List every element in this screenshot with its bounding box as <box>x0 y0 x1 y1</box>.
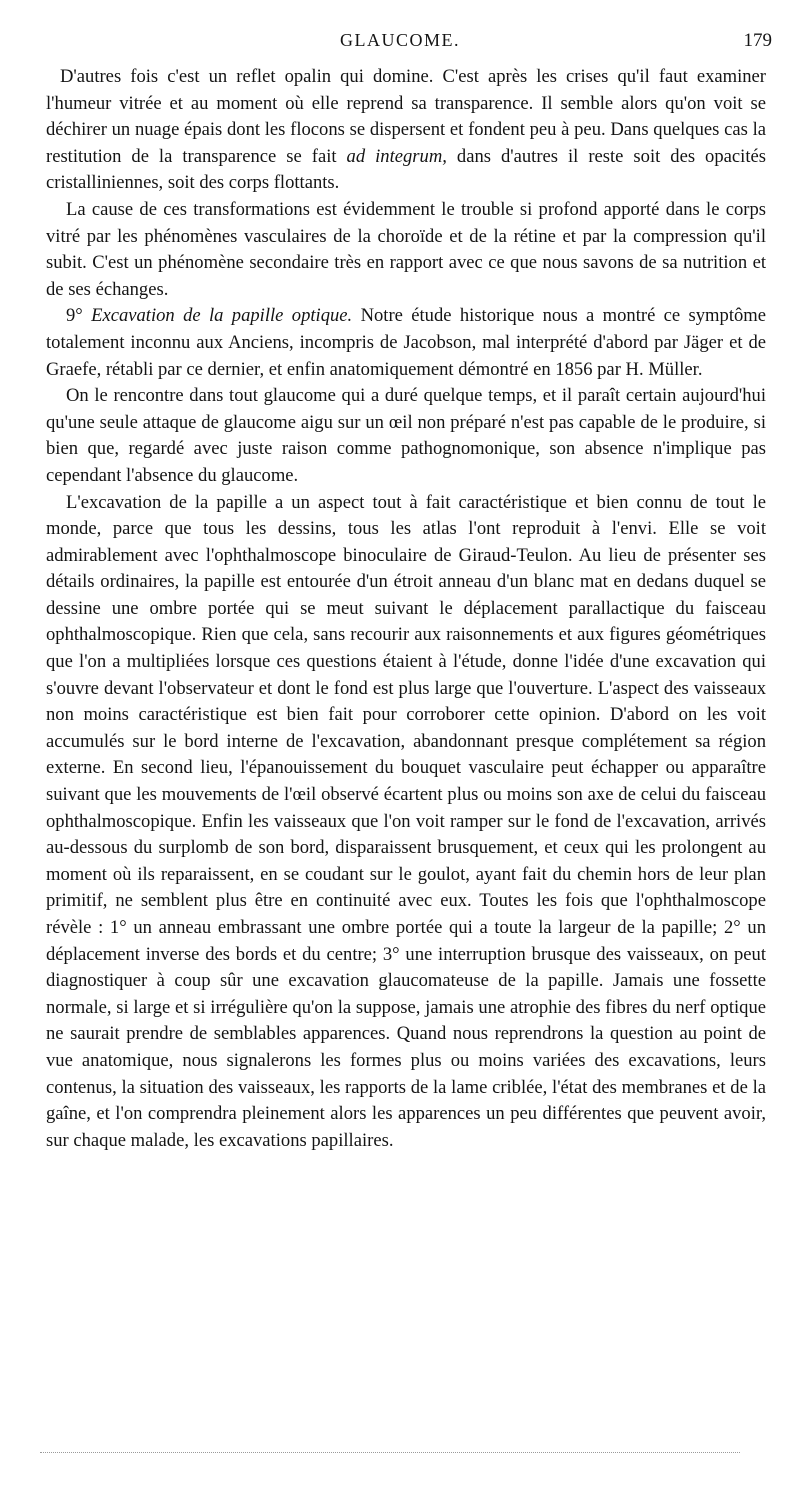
paragraph-1-end: dans d'autres il reste soit des opacités cristalliniennes, soit des corps flottants. <box>46 145 766 194</box>
section-number: 9° <box>66 305 83 327</box>
paragraph-1 <box>46 64 766 197</box>
section-heading: Excavation de la papille optique. <box>91 305 353 327</box>
page-header <box>0 30 800 56</box>
footer-rule <box>40 1452 740 1453</box>
page-number: 179 <box>743 30 772 51</box>
paragraph-3-text: Notre étude historique nous a montré ce symptôme totalement inconnu aux Anciens, incompris de Jacobson, mal interprété d'abord par Jäger et de Graefe, rétabli par ce dernier, et enfin anatomiquement démontré en 1856 par H. Müller. <box>46 305 766 380</box>
paragraph-3 <box>46 303 766 383</box>
running-title: GLAUCOME. <box>340 30 460 50</box>
paragraph-2: La cause de ces transformations est évidemment le trouble si profond apporté dans le corps vitré par les phénomènes vasculaires de la choroïde et de la rétine et par la compression qu'il subit. C'est un phénomène secondaire très en rapport avec ce que nous savons de sa nutrition et de ses échanges. <box>46 198 766 300</box>
paragraph-5: L'excavation de la papille a un aspect tout à fait caractéristique et bien connu de tout le monde, parce que tous les dessins, tous les atlas l'ont reproduit à l'envi. Elle se voit admirablement avec l'ophthalmoscope binoculaire de Giraud-Teulon. Au lieu de présenter ses détails ordinaires, la papille est entourée d'un étroit anneau d'un blanc mat en dedans duquel se dessine une ombre portée qui se meut suivant le déplacement parallactique du faisceau ophthalmoscopique. Rien que cela, sans recourir aux raisonnements et aux figures géométriques que l'on a multipliées lorsque ces questions étaient à l'étude, donne l'idée d'une excavation qui s'ouvre devant l'observateur et dont le fond est plus large que l'ouverture. L'aspect des vaisseaux non moins caractéristique est bien fait pour corroborer cette opinion. D'abord on les voit accumulés sur le bord interne de l'excavation, abandonnant presque complétement sa région externe. En second lieu, l'épanouissement du bouquet vasculaire peut échapper ou apparaître suivant que les mouvements de l'œil observé écartent plus ou moins son axe de celui du faisceau ophthalmoscopique. Enfin les vaisseaux que l'on voit ramper sur le fond de l'excavation, arrivés au-dessous du surplomb de son bord, disparaissent brusquement, et ceux qui les prolongent au moment où ils reparaissent, en se coudant sur le goulot, ayant fait du chemin hors de leur plan primitif, ne semblent plus être en continuité avec eux. Toutes les fois que l'ophthalmoscope révèle : 1° un anneau embrassant une ombre portée qui a toute la largeur de la papille; 2° un déplacement inverse des bords et du centre; 3° une interruption brusque des vaisseaux, on peut diagnostiquer à coup sûr une excavation glaucomateuse de la papille. Jamais une fossette normale, si large et si irrégulière qu'on la suppose, jamais une atrophie des fibres du nerf optique ne saurait prendre de semblables apparences. Quand nous reprendrons la question au point de vue anatomique, nous signalerons les formes plus ou moins variées des excavations, leurs contenus, la situation des vaisseaux, les rapports de la lame criblée, l'état des membranes et de la gaîne, et l'on comprendra pleinement alors les apparences un peu différentes que peuvent avoir, sur chaque malade, les excavations papillaires. <box>46 491 766 1151</box>
paragraph-1-text: D'autres fois c'est un reflet opalin qui domine. C'est après les crises qu'il faut examiner l'humeur vitrée et au moment où elle reprend sa transparence. Il semble alors qu'on voit se déchirer un nuage épais dont les flocons se dispersent et fondent peu à peu. Dans quelques cas la restitution de la transparence se fait <box>46 66 766 167</box>
paragraph-4: On le rencontre dans tout glaucome qui a duré quelque temps, et il paraît certain aujourd'hui qu'une seule attaque de glaucome aigu sur un œil non préparé n'est pas capable de le produire, si bien que, regardé avec juste raison comme pathognomonique, son absence n'implique pas cependant l'absence du glaucome. <box>46 385 766 486</box>
paragraph-1-italic: ad integrum, <box>346 145 447 167</box>
body-text <box>46 64 766 1154</box>
